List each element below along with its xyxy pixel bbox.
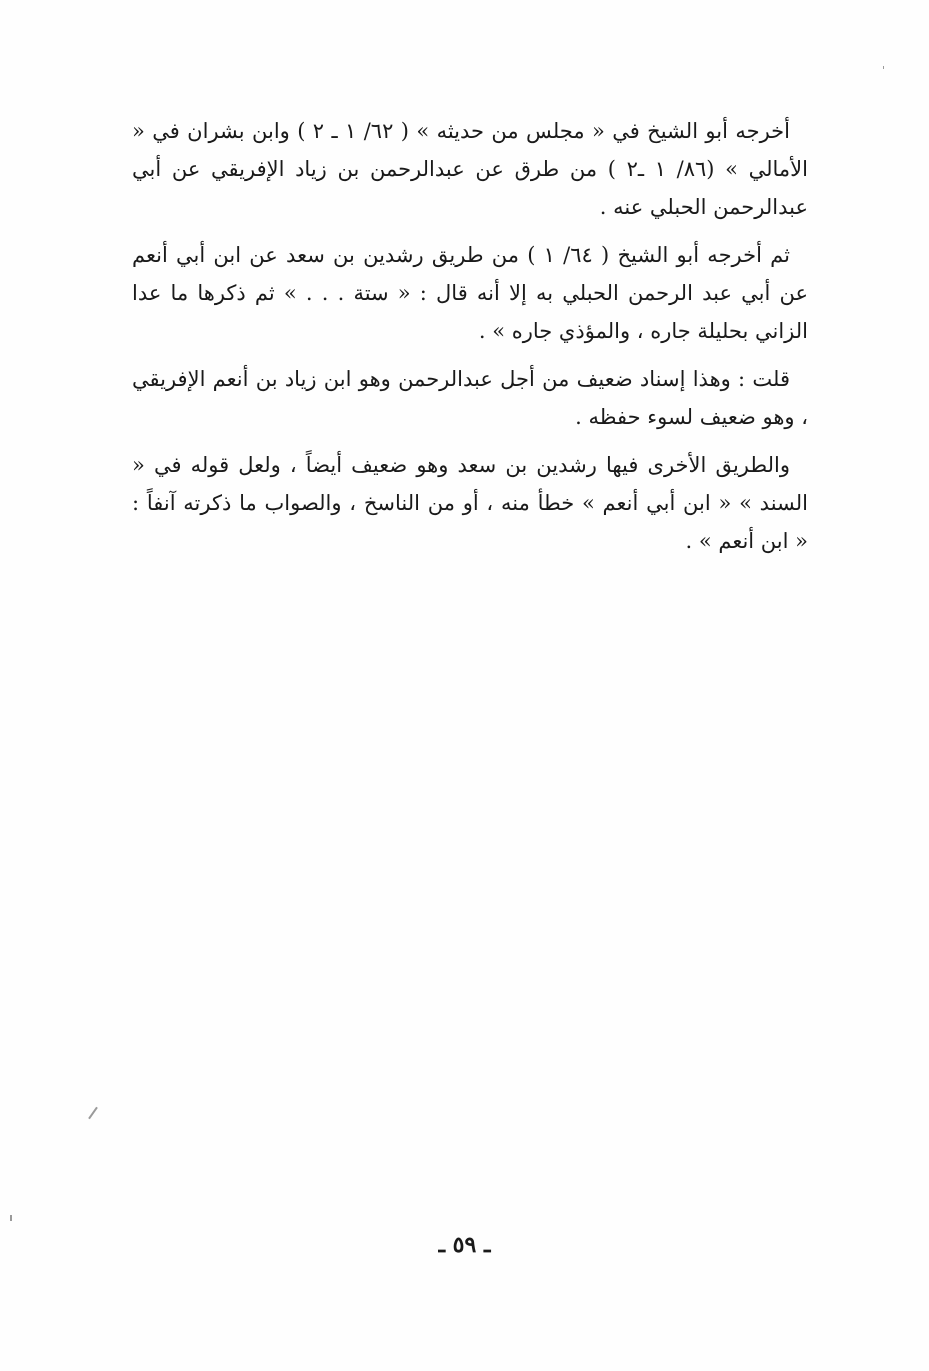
paragraph-1: أخرجه أبو الشيخ في « مجلس من حديثه » ( ٦٢/ ١ ـ ٢ ) وابن بشران في « الأمالي » (٨٦/ ١ ـ٢ ) من طرق عن عبدالرحمن بن زياد الإفريقي عن أبي عبدالرحمن الحبلي عنه . <box>132 119 808 219</box>
paragraph-2: ثم أخرجه أبو الشيخ ( ٦٤/ ١ ) من طريق رشدين بن سعد عن ابن أبي أنعم عن أبي عبد الرحمن الحبلي به إلا أنه قال : « ستة . . . » ثم ذكرها ما عدا الزاني بحليلة جاره ، والمؤذي جاره » . <box>132 243 808 343</box>
scan-speck <box>10 1215 12 1221</box>
body-text <box>132 112 808 570</box>
scan-speck <box>88 1107 98 1120</box>
paragraph-3: قلت : وهذا إسناد ضعيف من أجل عبدالرحمن وهو ابن زياد بن أنعم الإفريقي ، وهو ضعيف لسوء حفظه . <box>132 367 808 429</box>
page-number: ـ ٥٩ ـ <box>438 1232 491 1258</box>
scan-speck <box>883 66 884 69</box>
paragraph-4: والطريق الأخرى فيها رشدين بن سعد وهو ضعيف أيضاً ، ولعل قوله في « السند » « ابن أبي أنعم » خطأ منه ، أو من الناسخ ، والصواب ما ذكرته آنفاً : « ابن أنعم » . <box>132 453 808 553</box>
